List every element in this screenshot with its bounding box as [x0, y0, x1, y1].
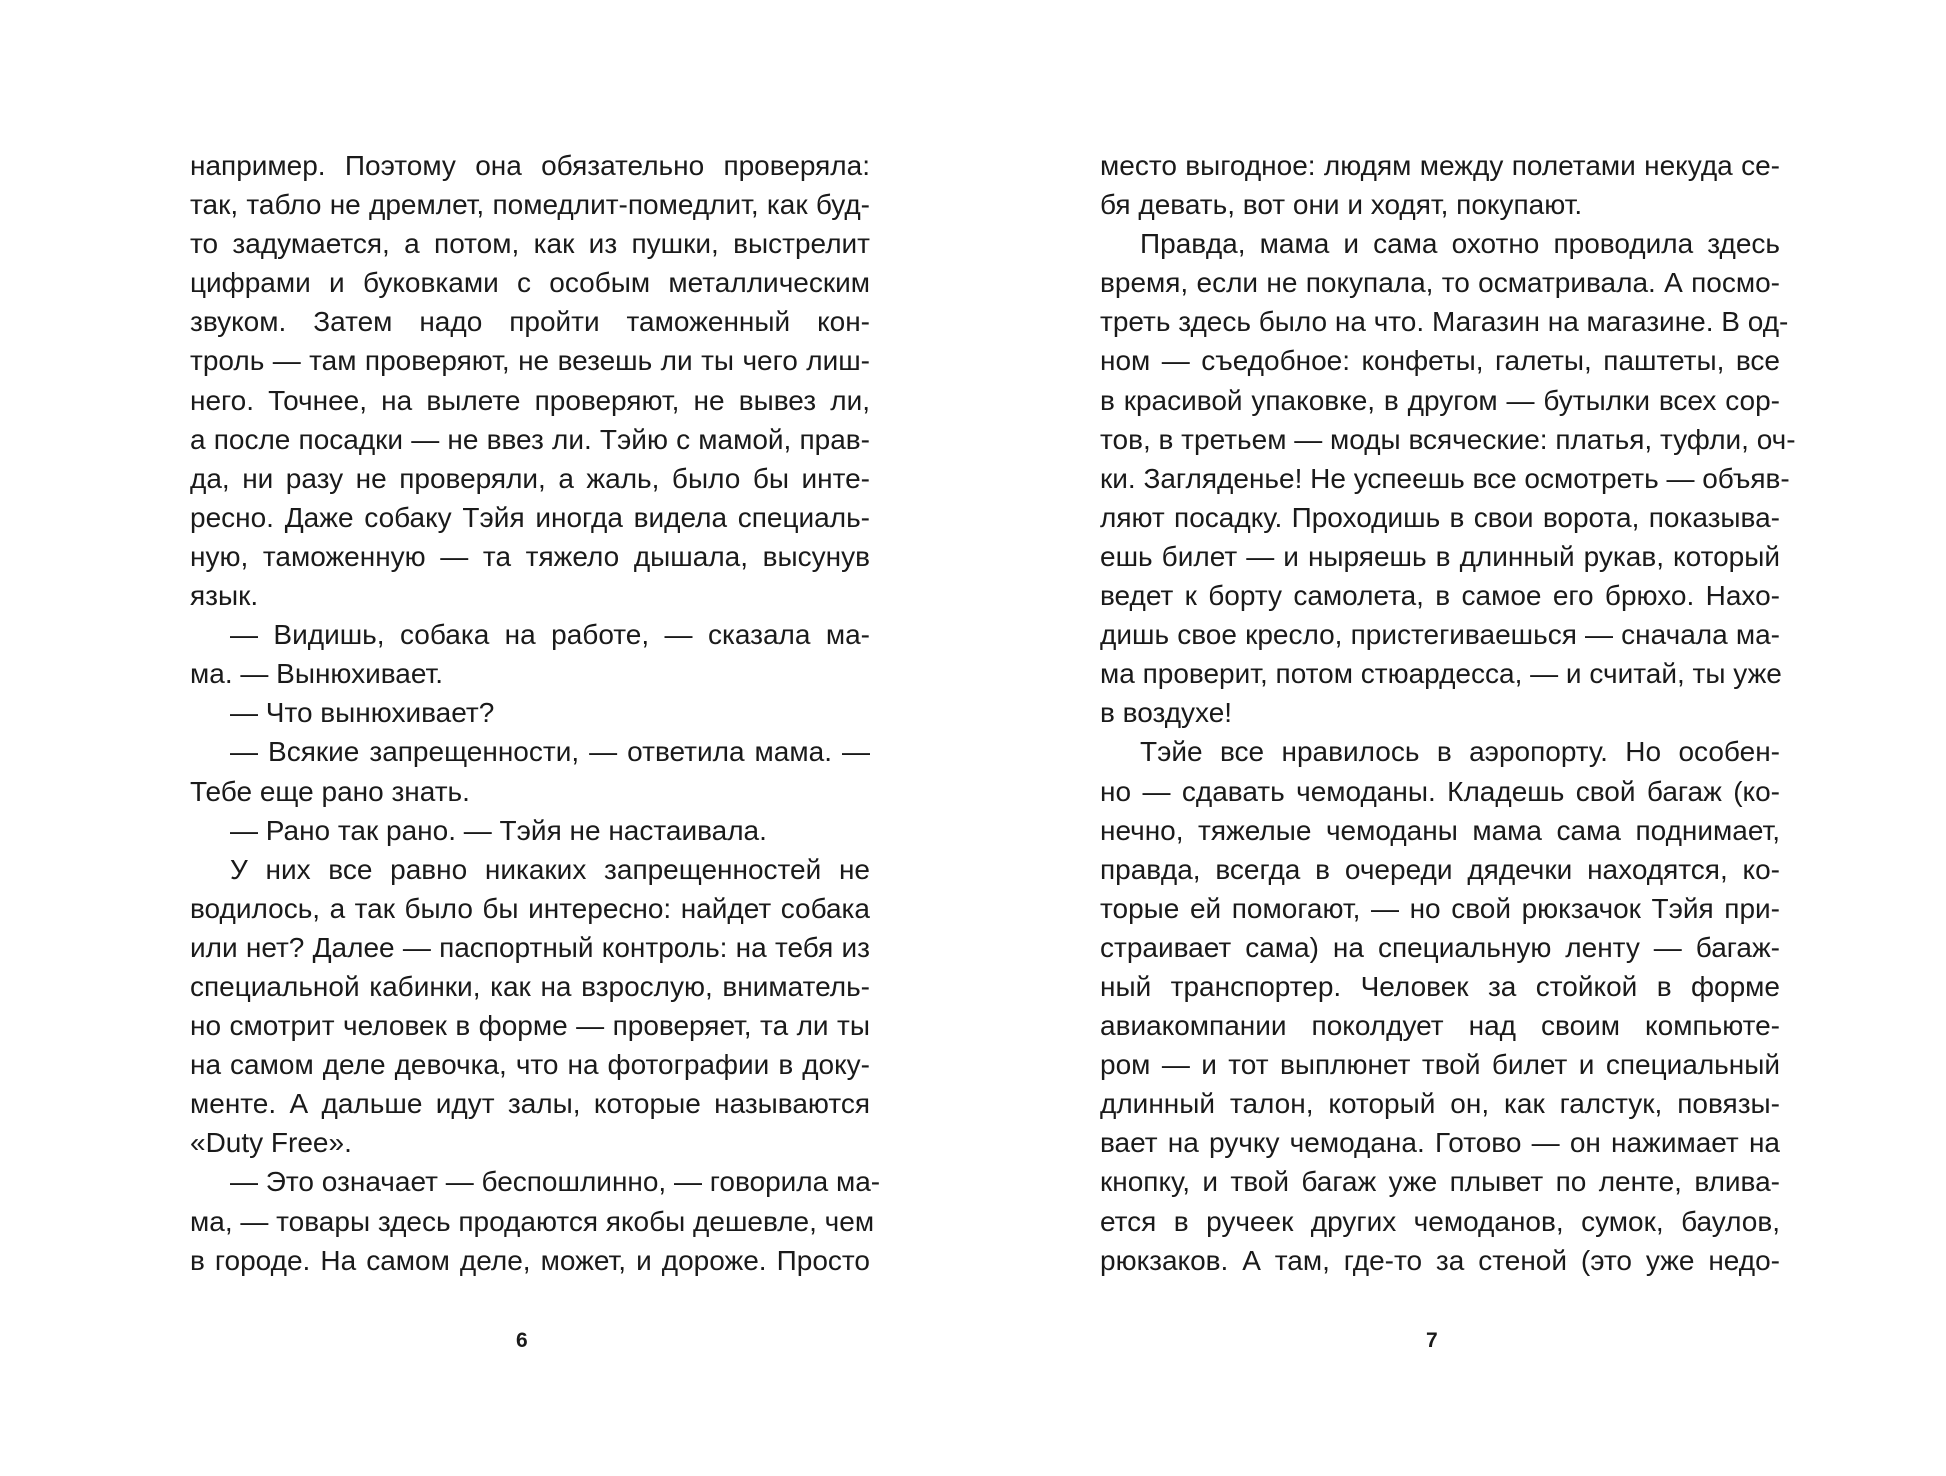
text-line: У них все равно никаких запрещенностей не [230, 853, 870, 885]
text-line: но смотрит человек в форме — проверяет, та ли ты [190, 1010, 870, 1042]
text-line: «Duty Free». [190, 1127, 352, 1159]
left-page-number: 6 [516, 1329, 528, 1352]
text-line: — Это означает — беспошлинно, — говорила ма- [230, 1166, 881, 1198]
text-line: или нет? Далее — паспортный контроль: на тебя из [190, 931, 870, 963]
text-line: торые ей помогают, — но свой рюкзачок Тэйя при- [1100, 892, 1780, 924]
right-page-text [1100, 146, 1796, 1280]
text-line: — Видишь, собака на работе, — сказала ма- [230, 619, 870, 651]
text-line: в воздухе! [1100, 697, 1233, 729]
text-line: ма. — Вынюхивает. [190, 658, 444, 690]
text-line: правда, всегда в очереди дядечки находятся, ко- [1100, 853, 1780, 885]
text-line: язык. [190, 580, 259, 612]
text-line: ресно. Даже собаку Тэйя иногда видела специаль- [190, 501, 870, 533]
text-line: время, если не покупала, то осматривала. А посмо- [1100, 267, 1780, 299]
text-line: ма, — товары здесь продаются якобы дешевле, чем [190, 1205, 875, 1237]
text-line: бя девать, вот они и ходят, покупают. [1100, 189, 1583, 221]
text-line: то задумается, а потом, как из пушки, выстрелит [190, 228, 870, 260]
text-line: на самом деле девочка, что на фотографии в доку- [190, 1049, 870, 1081]
text-line: авиакомпании поколдует над своим компьюте- [1100, 1010, 1780, 1042]
text-line: в красивой упаковке, в другом — бутылки всех сор- [1100, 384, 1780, 416]
text-line: да, ни разу не проверяли, а жаль, было бы инте- [190, 462, 870, 494]
text-line: звуком. Затем надо пройти таможенный кон- [190, 306, 870, 338]
text-line: дишь свое кресло, пристегиваешься — сначала ма- [1100, 619, 1780, 651]
text-line: рюкзаков. А там, где-то за стеной (это уже недо- [1100, 1244, 1780, 1276]
text-line: ешь билет — и ныряешь в длинный рукав, который [1100, 540, 1780, 572]
text-line: ется в ручеек других чемоданов, сумок, баулов, [1100, 1205, 1780, 1237]
text-line: — Всякие запрещенности, — ответила мама. — [230, 736, 870, 768]
text-line: треть здесь было на что. Магазин на магазине. В од- [1100, 306, 1789, 338]
left-page-text [190, 146, 881, 1280]
text-line: — Рано так рано. — Тэйя не настаивала. [230, 814, 767, 846]
text-line: в городе. На самом деле, может, и дороже. Просто [190, 1244, 870, 1276]
text-line: менте. А дальше идут залы, которые называются [190, 1088, 870, 1120]
text-line: него. Точнее, на вылете проверяют, не вывез ли, [190, 384, 870, 416]
right-page-number: 7 [1426, 1329, 1438, 1352]
text-line: ма проверит, потом стюардесса, — и считай, ты уже [1100, 658, 1782, 690]
text-line: ный транспортер. Человек за стойкой в форме [1100, 970, 1780, 1002]
text-line: ляют посадку. Проходишь в свои ворота, показыва- [1100, 501, 1780, 533]
text-line: так, табло не дремлет, помедлит-помедлит, как буд- [190, 189, 870, 221]
text-line: ки. Загляденье! Не успеешь все осмотреть — объяв- [1100, 462, 1790, 494]
text-line: а после посадки — не ввез ли. Тэйю с мамой, прав- [190, 423, 870, 455]
text-line: вает на ручку чемодана. Готово — он нажимает на [1100, 1127, 1780, 1159]
text-line: цифрами и буковками с особым металлическим [190, 267, 870, 299]
text-line: троль — там проверяют, не везешь ли ты чего лиш- [190, 345, 870, 377]
text-line: кнопку, и твой багаж уже плывет по ленте, влива- [1100, 1166, 1780, 1198]
text-line: специальной кабинки, как на взрослую, вниматель- [190, 970, 870, 1002]
text-line: страивает сама) на специальную ленту — багаж- [1100, 931, 1780, 963]
text-line: Тэйе все нравилось в аэропорту. Но особен- [1140, 736, 1780, 768]
text-line: тов, в третьем — моды всяческие: платья, туфли, оч- [1100, 423, 1796, 455]
text-line: ром — и тот выплюнет твой билет и специальный [1100, 1049, 1780, 1081]
text-line: водилось, а так было бы интересно: найдет собака [190, 892, 870, 924]
text-line: но — сдавать чемоданы. Кладешь свой багаж (ко- [1100, 775, 1780, 807]
text-line: место выгодное: людям между полетами некуда се- [1100, 150, 1780, 181]
text-line: ном — съедобное: конфеты, галеты, паштеты, все [1100, 345, 1780, 377]
text-line: ную, таможенную — та тяжело дышала, высунув [190, 540, 870, 572]
text-line: — Что вынюхивает? [230, 697, 495, 729]
text-line: нечно, тяжелые чемоданы мама сама поднимает, [1100, 814, 1780, 846]
text-line: Правда, мама и сама охотно проводила здесь [1140, 228, 1780, 260]
text-line: например. Поэтому она обязательно проверяла: [190, 150, 870, 181]
text-line: ведет к борту самолета, в самое его брюхо. Нахо- [1100, 580, 1780, 612]
text-line: длинный талон, который он, как галстук, повязы- [1100, 1088, 1780, 1120]
text-line: Тебе еще рано знать. [190, 775, 470, 807]
